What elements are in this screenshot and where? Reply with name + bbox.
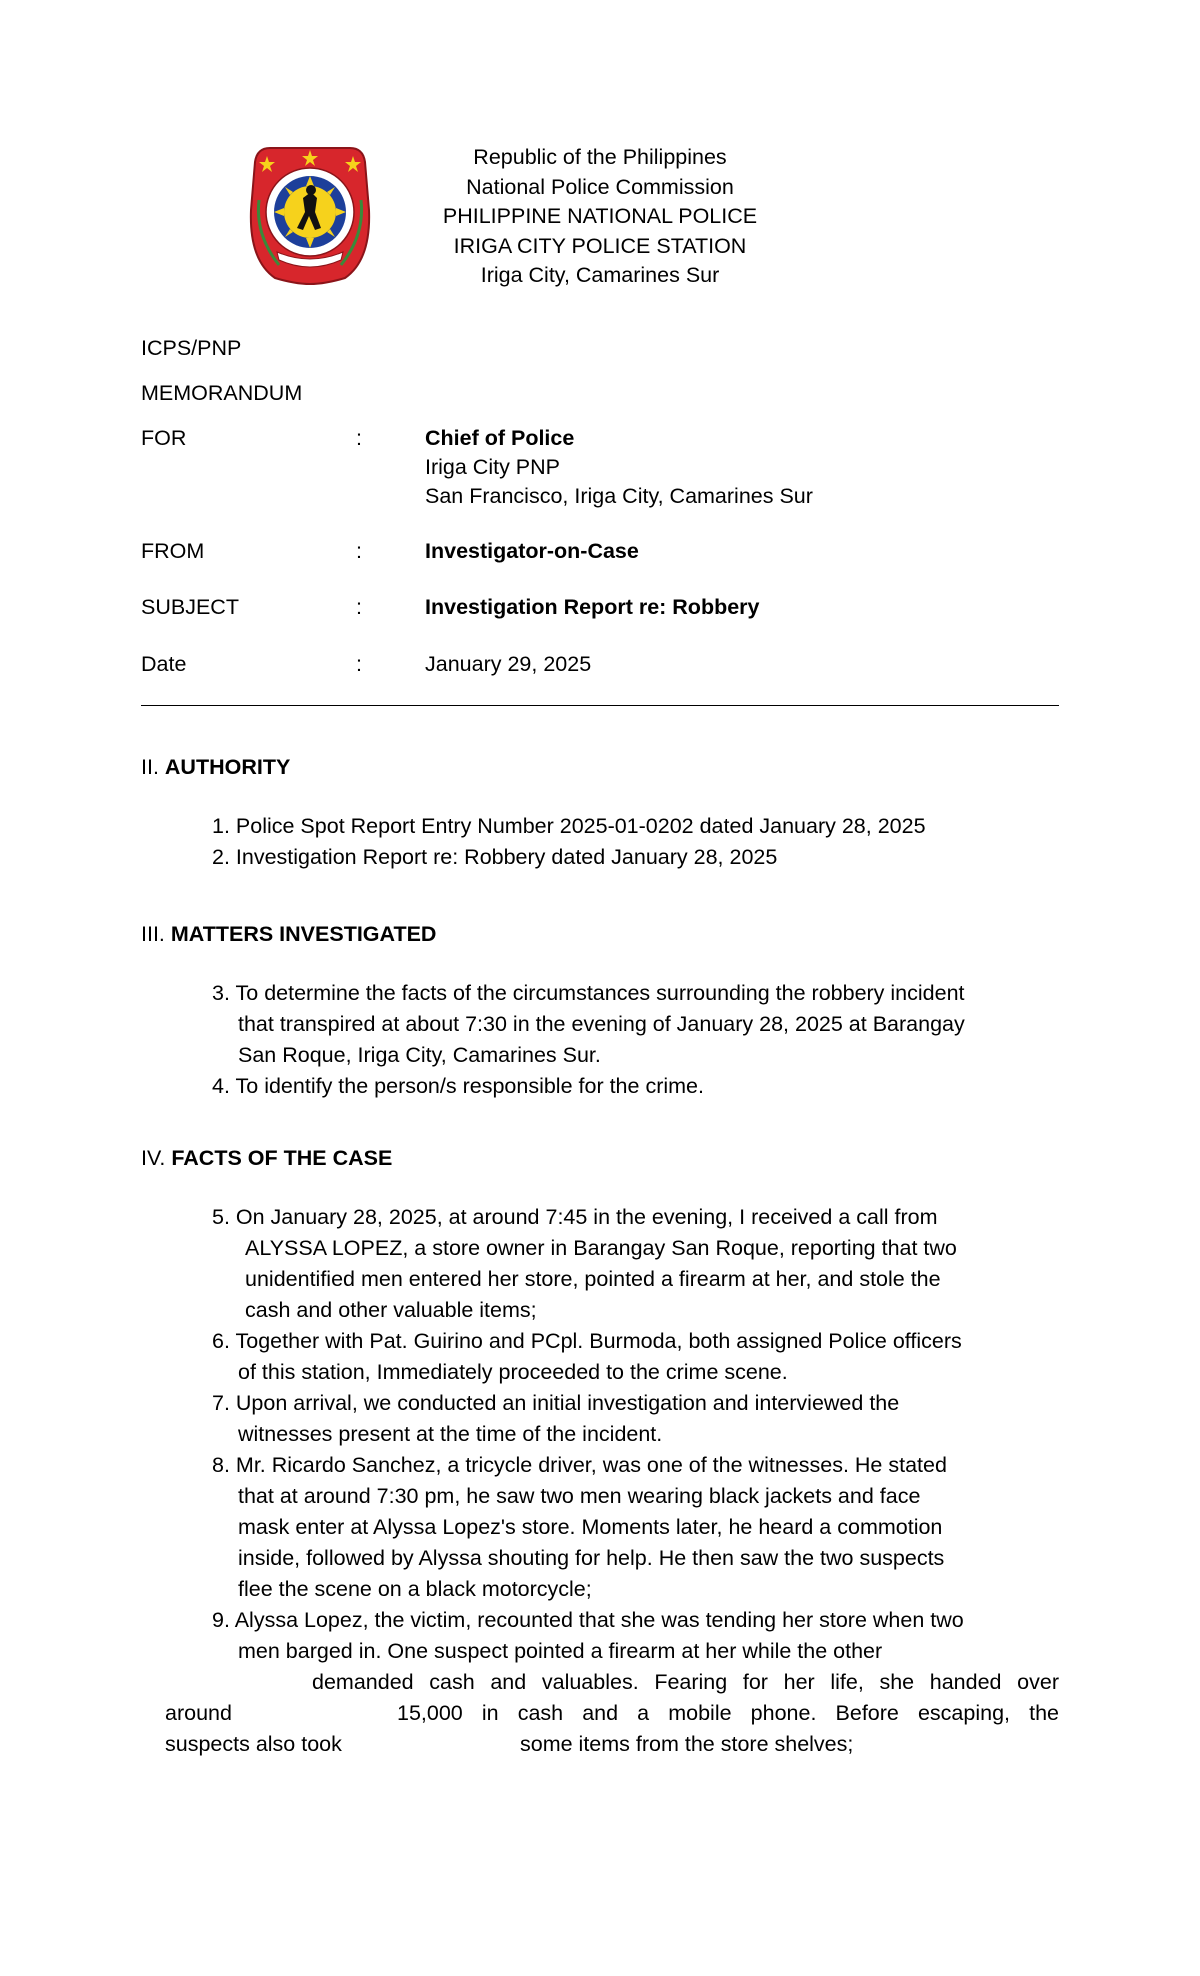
matters-item-3-line-3: San Roque, Iriga City, Camarines Sur. <box>238 1043 601 1067</box>
facts-item-6-line-2: of this station, Immediately proceeded to the crime scene. <box>238 1360 788 1384</box>
letterhead <box>0 143 1200 291</box>
section-number: IV. <box>141 1146 166 1170</box>
section-number: III. <box>141 922 165 946</box>
subject-colon: : <box>356 595 362 619</box>
facts-item-8-line-1: 8. Mr. Ricardo Sanchez, a tricycle driver, was one of the witnesses. He stated <box>212 1453 947 1477</box>
facts-item-9-line-4a: around <box>165 1701 232 1725</box>
facts-item-8-line-2: that at around 7:30 pm, he saw two men wearing black jackets and face <box>238 1484 921 1508</box>
from-value: Investigator-on-Case <box>425 539 639 563</box>
section-title: MATTERS INVESTIGATED <box>170 922 437 946</box>
for-label: FOR <box>141 426 187 450</box>
section-authority-heading <box>141 755 290 780</box>
authority-item-1: 1. Police Spot Report Entry Number 2025-01-0202 dated January 28, 2025 <box>212 814 926 838</box>
date-colon: : <box>356 652 362 676</box>
section-facts-heading <box>141 1146 392 1171</box>
from-label: FROM <box>141 539 205 563</box>
facts-item-6-line-1: 6. Together with Pat. Guirino and PCpl. Burmoda, both assigned Police officers <box>212 1329 962 1353</box>
facts-item-7-line-1: 7. Upon arrival, we conducted an initial investigation and interviewed the <box>212 1391 900 1415</box>
header-divider <box>141 705 1059 706</box>
letterhead-line-2: National Police Commission <box>466 174 734 199</box>
facts-item-9-line-5a: suspects also took <box>165 1732 342 1756</box>
subject-value: Investigation Report re: Robbery <box>425 595 760 619</box>
facts-item-9-line-3: demanded cash and valuables. Fearing for her life, she handed over <box>312 1670 1059 1694</box>
facts-item-7-line-2: witnesses present at the time of the incident. <box>238 1422 663 1446</box>
section-title: FACTS OF THE CASE <box>171 1146 393 1170</box>
facts-item-9-line-5b: some items from the store shelves; <box>520 1732 854 1756</box>
matters-item-4: 4. To identify the person/s responsible for the crime. <box>212 1074 704 1098</box>
section-matters-heading <box>141 922 436 947</box>
facts-item-5-line-2: ALYSSA LOPEZ, a store owner in Barangay San Roque, reporting that two <box>245 1236 957 1260</box>
matters-item-3-line-2: that transpired at about 7:30 in the evening of January 28, 2025 at Barangay <box>238 1012 965 1036</box>
letterhead-line-4: IRIGA CITY POLICE STATION <box>453 233 747 258</box>
facts-item-5-line-1: 5. On January 28, 2025, at around 7:45 in the evening, I received a call from <box>212 1205 938 1229</box>
letterhead-line-5: Iriga City, Camarines Sur <box>480 263 720 287</box>
for-value <box>425 424 813 511</box>
from-colon: : <box>356 539 362 563</box>
facts-item-5-line-3: unidentified men entered her store, pointed a firearm at her, and stole the <box>245 1267 941 1291</box>
for-line-2: Iriga City PNP <box>425 455 561 479</box>
facts-item-9-line-1: 9. Alyssa Lopez, the victim, recounted that she was tending her store when two <box>212 1608 964 1632</box>
facts-item-5-line-4: cash and other valuable items; <box>245 1298 537 1322</box>
memo-type: MEMORANDUM <box>141 381 303 405</box>
section-number: II. <box>141 755 159 779</box>
office-code: ICPS/PNP <box>141 336 242 360</box>
date-value: January 29, 2025 <box>425 652 592 676</box>
authority-item-2: 2. Investigation Report re: Robbery dated January 28, 2025 <box>212 845 778 869</box>
for-line-3: San Francisco, Iriga City, Camarines Sur <box>425 484 813 508</box>
letterhead-line-3: PHILIPPINE NATIONAL POLICE <box>442 204 758 228</box>
facts-item-9-line-2: men barged in. One suspect pointed a firearm at her while the other <box>238 1639 883 1663</box>
facts-item-8-line-5: flee the scene on a black motorcycle; <box>238 1577 592 1601</box>
for-name: Chief of Police <box>425 426 575 450</box>
facts-item-8-line-4: inside, followed by Alyssa shouting for help. He then saw the two suspects <box>238 1546 945 1570</box>
matters-item-3-line-1: 3. To determine the facts of the circumstances surrounding the robbery incident <box>212 981 965 1005</box>
date-label: Date <box>141 652 187 676</box>
subject-label: SUBJECT <box>141 595 239 619</box>
facts-item-9-line-4b: 15,000 in cash and a mobile phone. Before escaping, the <box>397 1701 1059 1725</box>
for-colon: : <box>356 426 362 450</box>
section-title: AUTHORITY <box>164 755 291 779</box>
facts-item-8-line-3: mask enter at Alyssa Lopez's store. Moments later, he heard a commotion <box>238 1515 943 1539</box>
letterhead-line-1: Republic of the Philippines <box>473 145 727 169</box>
